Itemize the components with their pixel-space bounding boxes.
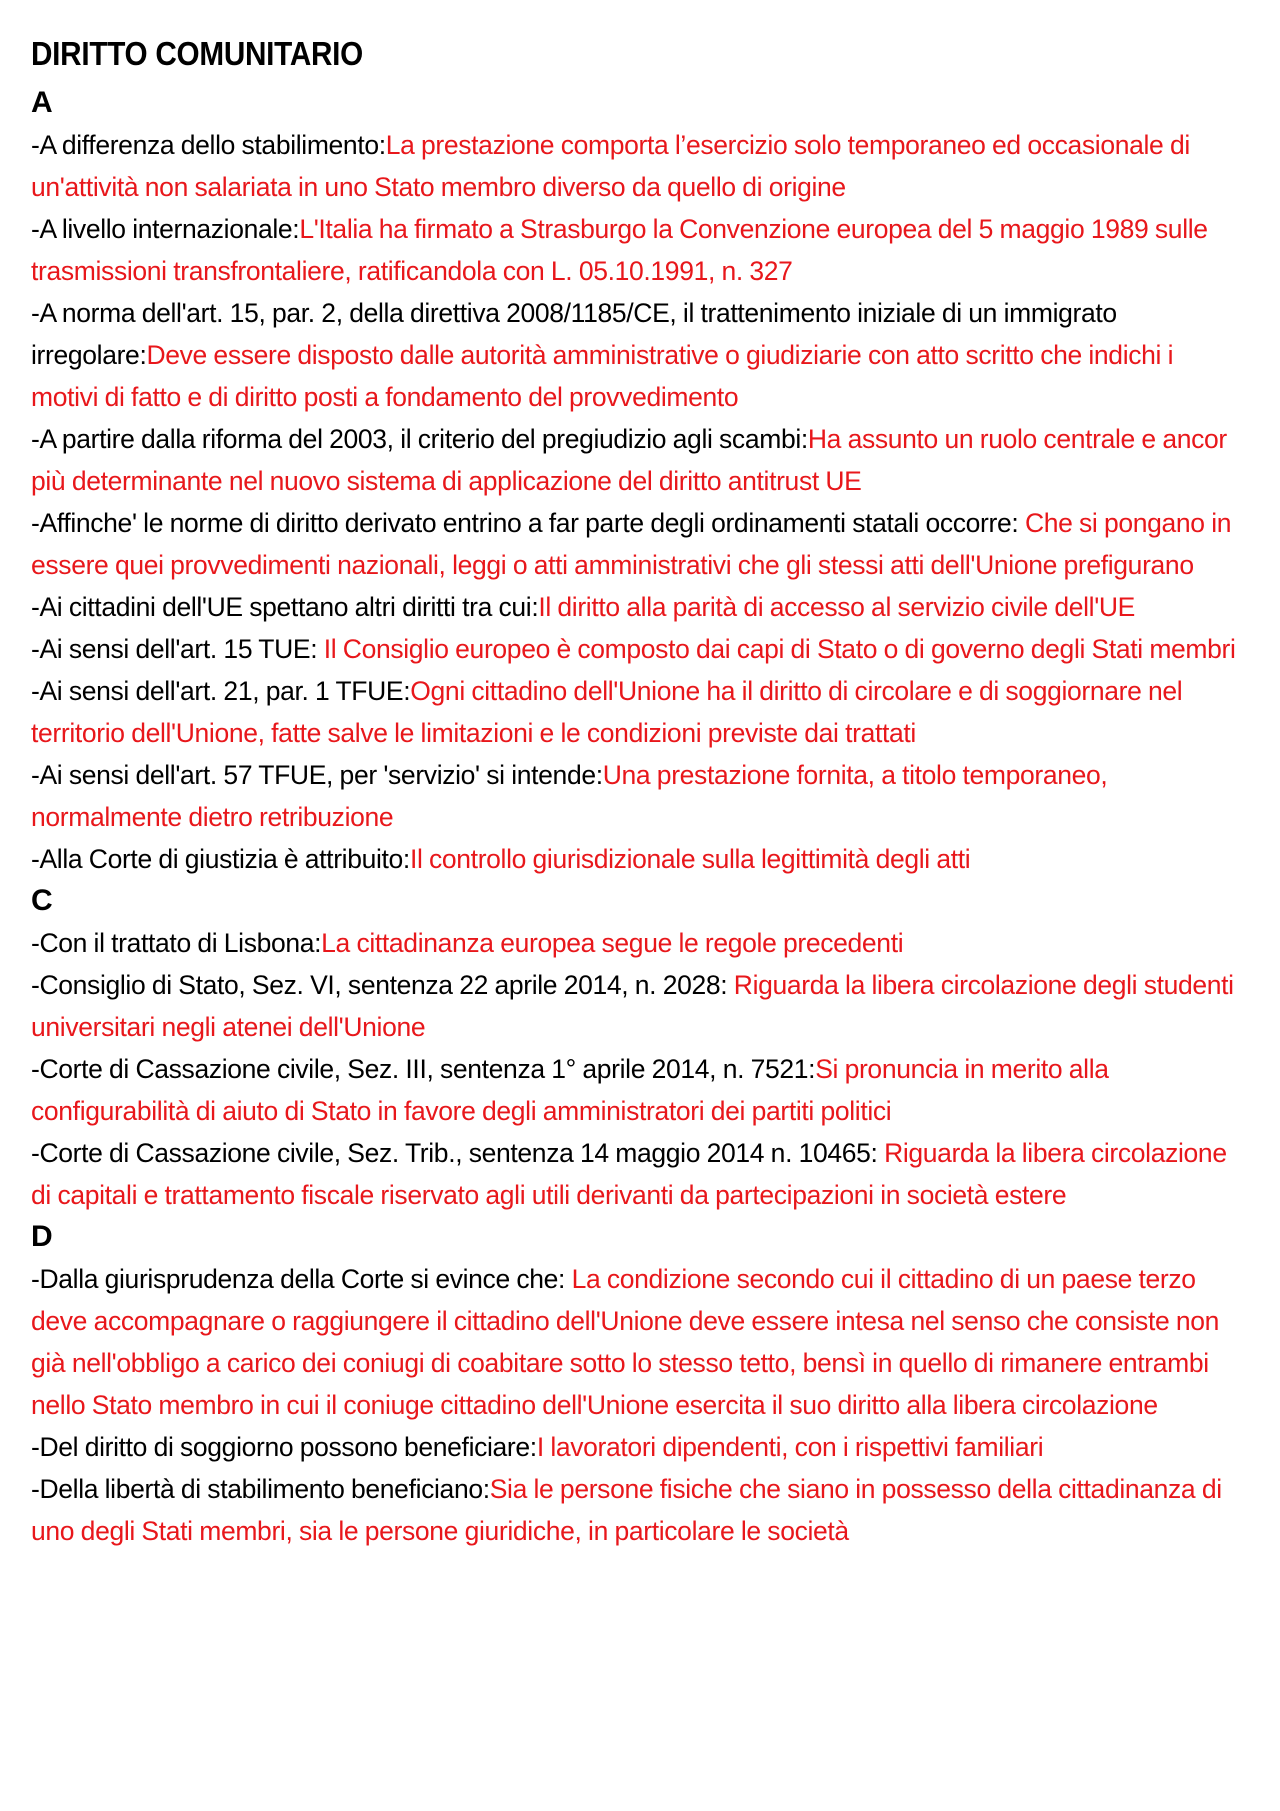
glossary-entry [31,418,1246,502]
glossary-entry [31,124,1246,208]
entry-question: -A differenza dello stabilimento: [31,130,386,160]
entry-question: -Alla Corte di giustizia è attribuito: [31,844,410,874]
glossary-entry [31,208,1246,292]
entry-answer: La condizione secondo cui il cittadino di un paese terzo deve accompagnare o raggiungere il cittadino dell'Unione deve essere intesa nel senso che consiste non già nell'obbligo a carico dei coniugi di coabitare sotto lo stesso tetto, bensì in quello di rimanere entrambi nello Stato membro in cui il coniuge cittadino dell'Unione esercita il suo diritto alla libera circolazione [31,1264,1220,1420]
entry-answer: Sia le persone fisiche che siano in possesso della cittadinanza di uno degli Stati membri, sia le persone giuridiche, in particolare le società [31,1474,1222,1546]
glossary-entry [31,670,1246,754]
entry-answer: Si pronuncia in merito alla configurabilità di aiuto di Stato in favore degli amministratori dei partiti politici [31,1054,1109,1126]
entry-answer: L'Italia ha firmato a Strasburgo la Convenzione europea del 5 maggio 1989 sulle trasmissioni transfrontaliere, ratificandola con L. 05.10.1991, n. 327 [31,214,1208,286]
glossary-entry [31,628,1246,670]
entry-answer: La prestazione comporta l’esercizio solo temporaneo ed occasionale di un'attività non salariata in uno Stato membro diverso da quello di origine [31,130,1190,202]
entry-question: -Ai cittadini dell'UE spettano altri diritti tra cui: [31,592,539,622]
entry-answer: Riguarda la libera circolazione di capitali e trattamento fiscale riservato agli utili derivanti da partecipazioni in società estere [31,1138,1227,1210]
entry-answer: Che si pongano in essere quei provvedimenti nazionali, leggi o atti amministrativi che gli stessi atti dell'Unione prefigurano [31,508,1232,580]
entry-question: -A norma dell'art. 15, par. 2, della direttiva 2008/1185/CE, il trattenimento iniziale di un immigrato irregolare: [31,298,1117,370]
section-letter: D [31,1220,53,1253]
entry-answer: I lavoratori dipendenti, con i rispettivi familiari [536,1432,1044,1462]
glossary-entry [31,754,1246,838]
glossary-entry [31,838,1246,880]
entry-answer: Il Consiglio europeo è composto dai capi di Stato o di governo degli Stati membri [323,634,1236,664]
entry-question: -Ai sensi dell'art. 15 TUE: [31,634,324,664]
entry-question: -A livello internazionale: [31,214,300,244]
section-letter: A [31,86,53,119]
entry-answer: Il diritto alla parità di accesso al servizio civile dell'UE [538,592,1136,622]
entry-question: -Del diritto di soggiorno possono beneficiare: [31,1432,537,1462]
entry-answer: Ha assunto un ruolo centrale e ancor più determinante nel nuovo sistema di applicazione del diritto antitrust UE [31,424,1227,496]
entry-question: -Dalla giurisprudenza della Corte si evince che: [31,1264,572,1294]
glossary-entry [31,1258,1246,1426]
glossary-entry [31,1468,1246,1552]
glossary-entry [31,1426,1246,1468]
glossary-entry [31,1048,1246,1132]
entry-answer: Il controllo giurisdizionale sulla legittimità degli atti [409,844,971,874]
entry-question: -Affinche' le norme di diritto derivato entrino a far parte degli ordinamenti statali occorre: [31,508,1025,538]
glossary-sections [31,82,1246,1552]
glossary-entry [31,292,1246,418]
entry-question: -Ai sensi dell'art. 21, par. 1 TFUE: [31,676,411,706]
entry-answer: Deve essere disposto dalle autorità amministrative o giudiziarie con atto scritto che indichi i motivi di fatto e di diritto posti a fondamento del provvedimento [31,340,1174,412]
entry-question: -Consiglio di Stato, Sez. VI, sentenza 22 aprile 2014, n. 2028: [31,970,734,1000]
entry-answer: Riguarda la libera circolazione degli studenti universitari negli atenei dell'Unione [31,970,1234,1042]
entry-answer: La cittadinanza europea segue le regole precedenti [321,928,904,958]
entry-question: -Corte di Cassazione civile, Sez. Trib., sentenza 14 maggio 2014 n. 10465: [31,1138,885,1168]
entry-question: -Corte di Cassazione civile, Sez. III, sentenza 1° aprile 2014, n. 7521: [31,1054,816,1084]
glossary-entry [31,502,1246,586]
glossary-entry [31,586,1246,628]
section-letter: C [31,884,53,917]
entry-question: -Della libertà di stabilimento beneficiano: [31,1474,490,1504]
entry-question: -A partire dalla riforma del 2003, il criterio del pregiudizio agli scambi: [31,424,808,454]
entry-answer: Una prestazione fornita, a titolo temporaneo, normalmente dietro retribuzione [31,760,1108,832]
document-title: DIRITTO COMUNITARIO [31,35,364,72]
entry-question: -Con il trattato di Lisbona: [31,928,322,958]
glossary-entry [31,922,1246,964]
entry-question: -Ai sensi dell'art. 57 TFUE, per 'servizio' si intende: [31,760,603,790]
entry-answer: Ogni cittadino dell'Unione ha il diritto di circolare e di soggiornare nel territorio dell'Unione, fatte salve le limitazioni e le condizioni previste dai trattati [31,676,1183,748]
glossary-entry [31,964,1246,1048]
glossary-entry [31,1132,1246,1216]
